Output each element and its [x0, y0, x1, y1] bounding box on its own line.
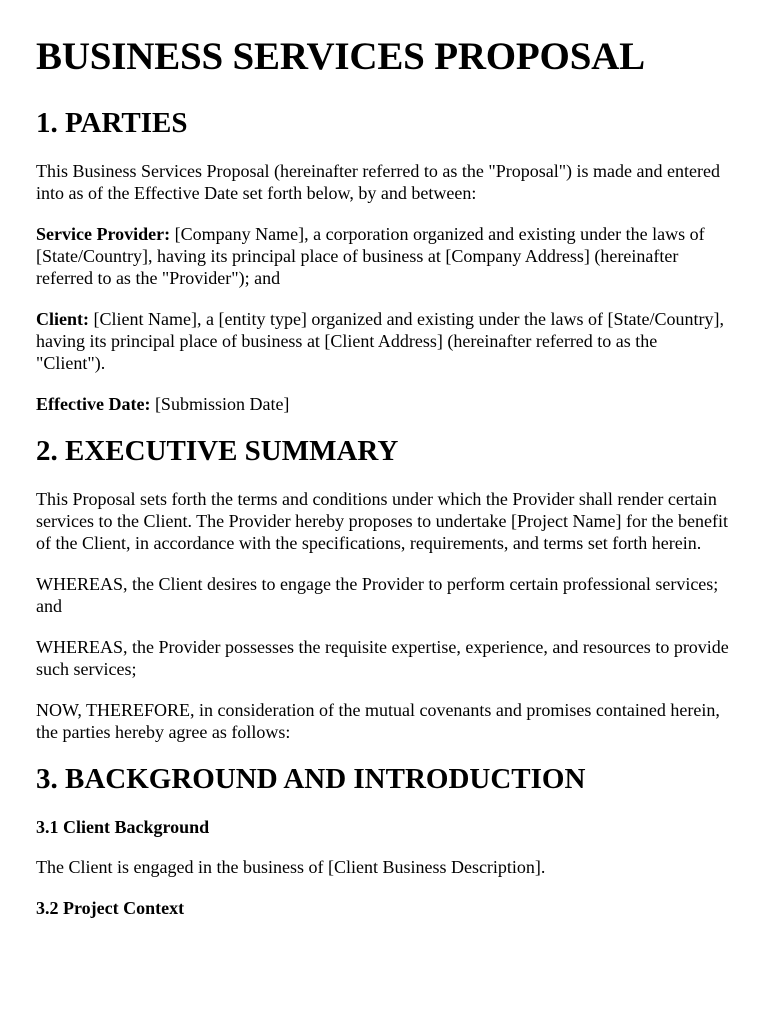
summary-paragraph-3: WHEREAS, the Provider possesses the requisite expertise, experience, and resources to provide such services; — [36, 637, 729, 679]
subheading-client-background: 3.1 Client Background — [36, 817, 210, 837]
provider-paragraph — [36, 223, 730, 289]
summary-paragraph-1: This Proposal sets forth the terms and conditions under which the Provider shall render certain services to the Client. The Provider hereby proposes to undertake [Project Name] for the benefit of the Client, in accordance with the specifications, requirements, and terms set forth herein. — [36, 489, 728, 553]
provider-text: [Company Name], a corporation organized and existing under the laws of [State/Country], having its principal place of business at [Company Address] (hereinafter referred to as the "Provider"); and — [36, 224, 705, 288]
client-label: Client: — [36, 309, 89, 329]
summary-paragraph-2: WHEREAS, the Client desires to engage the Provider to perform certain professional services; and — [36, 574, 719, 616]
effective-date-text: [Submission Date] — [150, 394, 290, 414]
effective-date-label: Effective Date: — [36, 394, 151, 414]
client-text: [Client Name], a [entity type] organized and existing under the laws of [State/Country], having its principal place of business at [Client Address] (hereinafter referred to as the "Client"). — [36, 309, 724, 373]
provider-label: Service Provider: — [36, 224, 171, 244]
parties-intro: This Business Services Proposal (hereinafter referred to as the "Proposal") is made and entered into as of the Effective Date set forth below, by and between: — [36, 161, 720, 203]
section-heading-background: 3. BACKGROUND AND INTRODUCTION — [36, 763, 586, 795]
effective-date-paragraph — [36, 393, 730, 415]
subheading-project-context: 3.2 Project Context — [36, 898, 185, 918]
document-title: BUSINESS SERVICES PROPOSAL — [36, 35, 645, 78]
section-heading-summary: 2. EXECUTIVE SUMMARY — [36, 435, 399, 467]
section-heading-parties: 1. PARTIES — [36, 107, 188, 139]
client-paragraph — [36, 308, 730, 374]
summary-paragraph-4: NOW, THEREFORE, in consideration of the mutual covenants and promises contained herein, the parties hereby agree as follows: — [36, 700, 720, 742]
client-background-text: The Client is engaged in the business of [Client Business Description]. — [36, 857, 546, 877]
